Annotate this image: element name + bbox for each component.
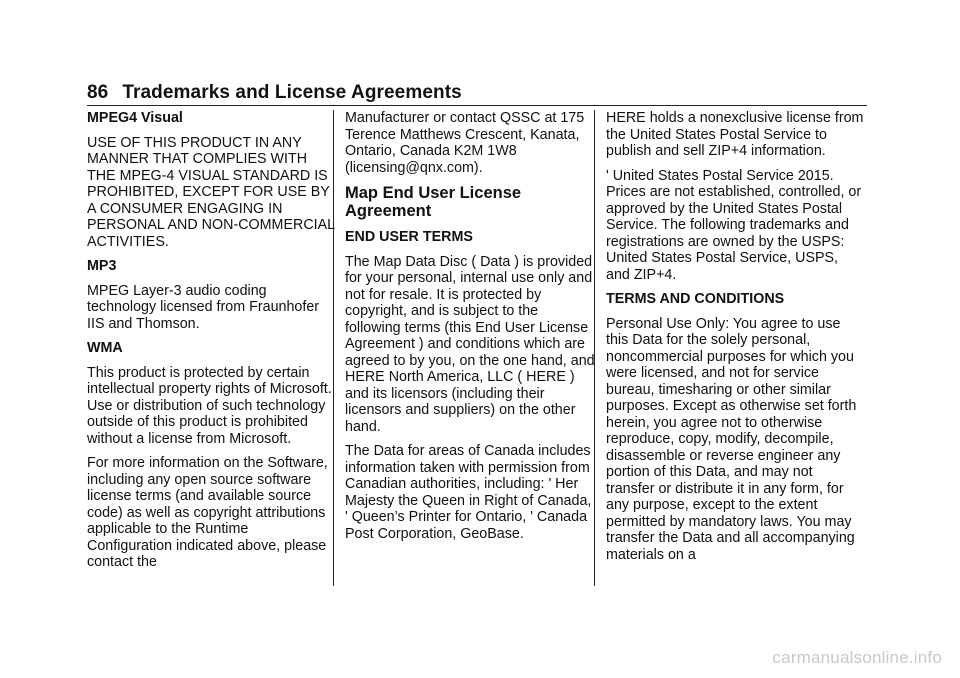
paragraph: ' United States Postal Service 2015. Prices are not established, controlled, or approved by the United States Postal Service. The following trademarks and registrations are owned by the USPS: United States Postal Service, USPS, and ZIP+4. (606, 167, 862, 283)
watermark: carmanualsonline.info (772, 648, 942, 667)
column-divider (594, 110, 595, 586)
page-title: Trademarks and License Agreements (122, 82, 462, 103)
section-heading-mp3: MP3 (87, 258, 117, 274)
column-2 (345, 110, 595, 550)
paragraph: This product is protected by certain intellectual property rights of Microsoft. Use or distribution of such technology outside of this product is prohibited without a license from Microsoft. (87, 364, 332, 447)
column-3 (606, 110, 864, 571)
section-heading-terms-conditions: TERMS AND CONDITIONS (606, 291, 785, 307)
paragraph: For more information on the Software, including any open source software license terms (and available source code) as well as copyright attributions applicable to the Runtime Configuration indicated above, please contact the (87, 455, 328, 570)
section-heading-end-user-terms: END USER TERMS (345, 229, 473, 245)
section-heading-map-eula: Map End User License Agreement (345, 184, 522, 220)
paragraph: MPEG Layer-3 audio coding technology licensed from Fraunhofer IIS and Thomson. (87, 282, 320, 332)
paragraph: Manufacturer or contact QSSC at 175 Terence Matthews Crescent, Kanata, Ontario, Canada K2M 1W8 (licensing@qnx.com). (345, 110, 585, 176)
header-rule (87, 105, 867, 106)
section-heading-wma: WMA (87, 340, 123, 356)
column-divider (333, 110, 334, 586)
paragraph: Personal Use Only: You agree to use this Data for the solely personal, noncommercial purposes for which you were licensed, and not for service bureau, timesharing or other similar purposes. Except as otherwise set forth herein, you agree not to otherwise reproduce, copy, modify, decompile, disassemble or reverse engineer any portion of this Data, and may not transfer or distribute it in any form, for any purpose, except to the extent permitted by mandatory laws. You may transfer the Data and all accompanying materials on a (606, 315, 857, 563)
paragraph: USE OF THIS PRODUCT IN ANY MANNER THAT COMPLIES WITH THE MPEG-4 VISUAL STANDARD IS PROHIBITED, EXCEPT FOR USE BY A CONSUMER ENGAGING IN PERSONAL AND NON-COMMERCIAL ACTIVITIES. (87, 134, 335, 250)
page-header (87, 82, 462, 104)
column-1 (87, 110, 337, 579)
paragraph: HERE holds a nonexclusive license from the United States Postal Service to publish and sell ZIP+4 information. (606, 110, 864, 159)
paragraph: The Map Data Disc ( Data ) is provided for your personal, internal use only and not for resale. It is protected by copyright, and is subject to the following terms (this End User License Agreement ) and conditions which are agreed to by you, on the one hand, and HERE North America, LLC ( HERE ) and its licensors (including their licensors and suppliers) on the other hand. (345, 253, 595, 435)
section-heading-mpeg4: MPEG4 Visual (87, 110, 183, 126)
paragraph: The Data for areas of Canada includes information taken with permission from Canadian authorities, including: ' Her Majesty the Queen in Right of Canada, ' Queen’s Printer for Ontario, ' Canada Post Corporation, GeoBase. (345, 443, 592, 542)
page-number: 86 (87, 82, 109, 103)
